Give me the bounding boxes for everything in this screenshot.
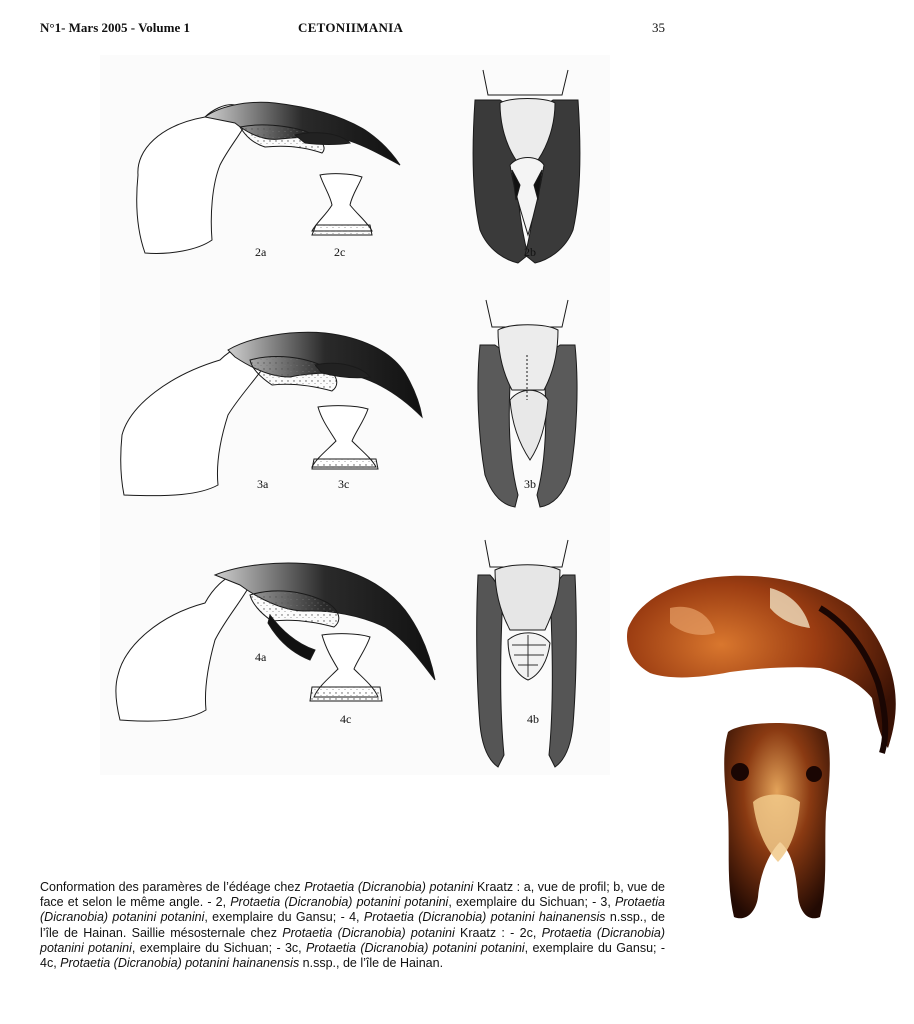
caption-taxon-name: Protaetia (Dicranobia) potanini hainanensis — [363, 910, 606, 925]
figure-3a-drawing — [121, 332, 422, 495]
figure-label-2a: 2a — [255, 245, 267, 259]
page-number: 35 — [652, 20, 665, 35]
figure-3b-drawing — [478, 300, 577, 507]
figure-label-4b: 4b — [527, 712, 539, 726]
figure-label-2c: 2c — [334, 245, 346, 259]
running-header — [40, 20, 665, 40]
figure-4b-drawing — [477, 540, 577, 767]
caption-text: n.ssp., de l’île de Hainan. — [299, 956, 444, 971]
figure-2c-drawing — [312, 174, 372, 235]
figure-caption — [40, 880, 665, 971]
figure-label-3b: 3b — [524, 477, 536, 491]
caption-taxon-name: Protaetia (Dicranobia) potanini hainanensis — [60, 956, 300, 971]
caption-text: Kraatz : a, vue de profil; b, vue de face et selon le même angle. - 2, — [40, 880, 665, 910]
photo-aedeagus-front — [708, 712, 846, 927]
caption-text: Kraatz : - 2c, — [454, 925, 542, 940]
caption-taxon-name: Protaetia (Dicranobia) potanini potanini — [305, 940, 525, 955]
caption-taxon-name: Protaetia (Dicranobia) potanini — [282, 925, 455, 940]
caption-text: , exemplaire du Gansu; - 4, — [204, 910, 364, 925]
figure-3c-drawing — [312, 406, 378, 469]
caption-taxon-name: Protaetia (Dicranobia) potanini potanini — [230, 895, 449, 910]
journal-title: CETONIIMANIA — [298, 20, 404, 35]
caption-taxon-name: Protaetia (Dicranobia) potanini potanini — [40, 925, 665, 955]
caption-text: n.ssp., de l’île de Hainan. Saillie mésosternale chez — [40, 910, 665, 940]
caption-text: , exemplaire du Sichuan; - 3, — [448, 895, 615, 910]
figure-label-4c: 4c — [340, 712, 352, 726]
caption-taxon-name: Protaetia (Dicranobia) potanini potanini — [40, 895, 665, 925]
caption-taxon-name: Protaetia (Dicranobia) potanini — [304, 880, 474, 894]
figure-label-3c: 3c — [338, 477, 350, 491]
drawing-plate — [100, 55, 610, 775]
figure-label-4a: 4a — [255, 650, 267, 664]
figure-label-3a: 3a — [257, 477, 269, 491]
figure-4a-drawing — [116, 563, 435, 721]
journal-issue: N°1- Mars 2005 - Volume 1 — [40, 20, 190, 35]
figure-2b-drawing — [473, 70, 580, 263]
caption-text: , exemplaire du Sichuan; - 3c, — [131, 940, 306, 955]
caption-text: , exemplaire du Gansu; - 4c, — [40, 940, 666, 971]
figure-plate — [100, 55, 610, 775]
caption-text: Conformation des paramères de l’édéage chez — [40, 880, 305, 894]
figure-label-2b: 2b — [524, 245, 536, 259]
figure-4c-drawing — [310, 634, 382, 701]
